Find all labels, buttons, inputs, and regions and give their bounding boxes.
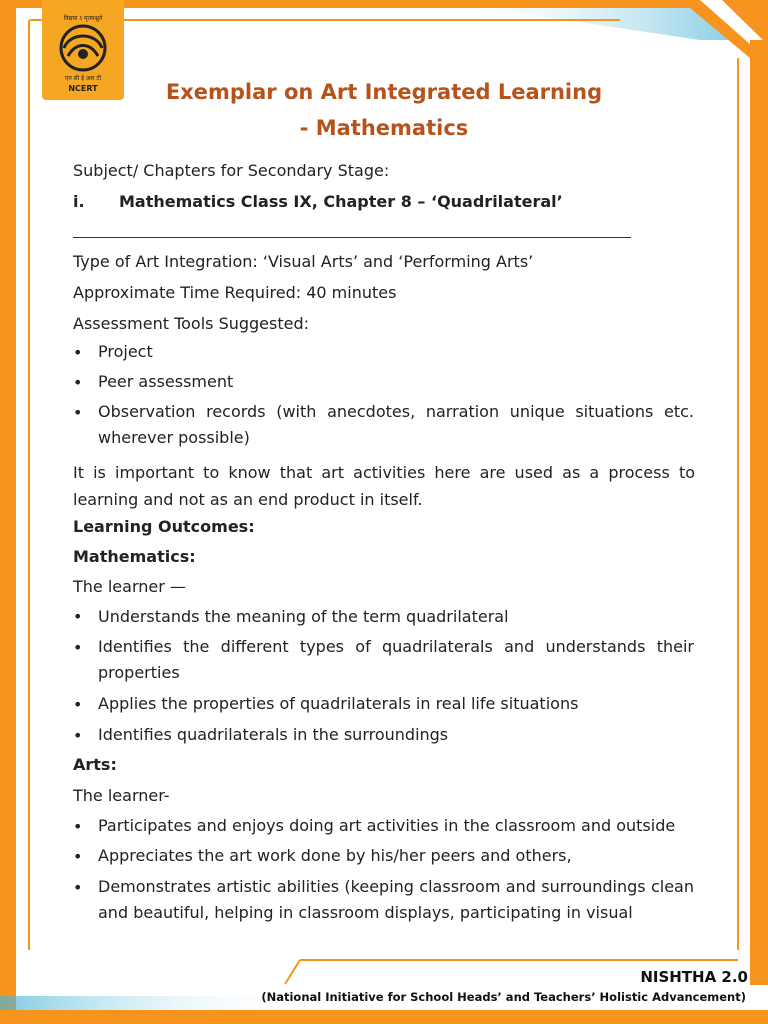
bullet-icon: • <box>73 695 83 714</box>
page-subtitle: - Mathematics <box>299 116 469 140</box>
subject-heading: Subject/ Chapters for Secondary Stage: <box>73 161 390 180</box>
math-heading: Mathematics: <box>73 547 196 566</box>
art-integration-type: Type of Art Integration: ‘Visual Arts’ and ‘Performing Arts’ <box>73 252 534 271</box>
math-outcome-item: Identifies quadrilaterals in the surroundings <box>98 725 449 744</box>
arts-learner-label: The learner- <box>73 786 170 805</box>
arts-outcome-item: Participates and enjoys doing art activities in the classroom and outside <box>98 816 676 835</box>
arts-heading: Arts: <box>73 755 117 774</box>
logo-motto: विद्यया ऽ मृतमश्नुते <box>63 15 103 22</box>
bullet-icon: • <box>73 847 83 866</box>
chapter-number: i. <box>73 192 85 211</box>
page-title: Exemplar on Art Integrated Learning <box>165 80 603 104</box>
assessment-heading: Assessment Tools Suggested: <box>73 314 310 333</box>
bullet-icon: • <box>73 343 83 362</box>
note-paragraph: It is important to know that art activities here are used as a process to learning and not as an end product in itself. <box>73 463 695 509</box>
bullet-icon: • <box>73 373 83 392</box>
math-learner-label: The learner — <box>73 577 186 596</box>
assessment-item: Project <box>98 342 153 361</box>
bullet-icon: • <box>73 403 83 422</box>
bullet-icon: • <box>73 878 83 897</box>
math-outcome-item: Identifies the different types of quadrilaterals and understands their properties <box>98 637 694 682</box>
bullet-icon: • <box>73 638 83 657</box>
bullet-icon: • <box>73 726 83 745</box>
footer-expansion: (National Initiative for School Heads’ and Teachers’ Holistic Advancement) <box>261 990 746 1004</box>
math-outcome-item: Understands the meaning of the term quadrilateral <box>98 607 509 626</box>
math-outcome-item: Applies the properties of quadrilaterals in real life situations <box>98 694 579 713</box>
outcomes-heading: Learning Outcomes: <box>73 517 255 536</box>
time-required: Approximate Time Required: 40 minutes <box>73 283 397 302</box>
logo-brand: NCERT <box>68 84 98 93</box>
assessment-item: Peer assessment <box>98 372 234 391</box>
arts-outcome-item: Demonstrates artistic abilities (keeping classroom and surroundings clean and beautiful, helping in classroom displays, participating in visual <box>98 877 694 922</box>
divider-line <box>73 237 631 238</box>
footer-program: NISHTHA 2.0 <box>640 968 748 986</box>
chapter-title: Mathematics Class IX, Chapter 8 – ‘Quadrilateral’ <box>119 192 563 211</box>
arts-outcome-item: Appreciates the art work done by his/her peers and others, <box>98 846 572 865</box>
bullet-icon: • <box>73 607 83 626</box>
assessment-item: Observation records (with anecdotes, narration unique situations etc. wherever possible) <box>98 402 694 447</box>
ncert-emblem-icon <box>52 22 114 74</box>
bullet-icon: • <box>73 817 83 836</box>
logo-hindi-name: एन सी ई आर टी <box>65 75 101 82</box>
